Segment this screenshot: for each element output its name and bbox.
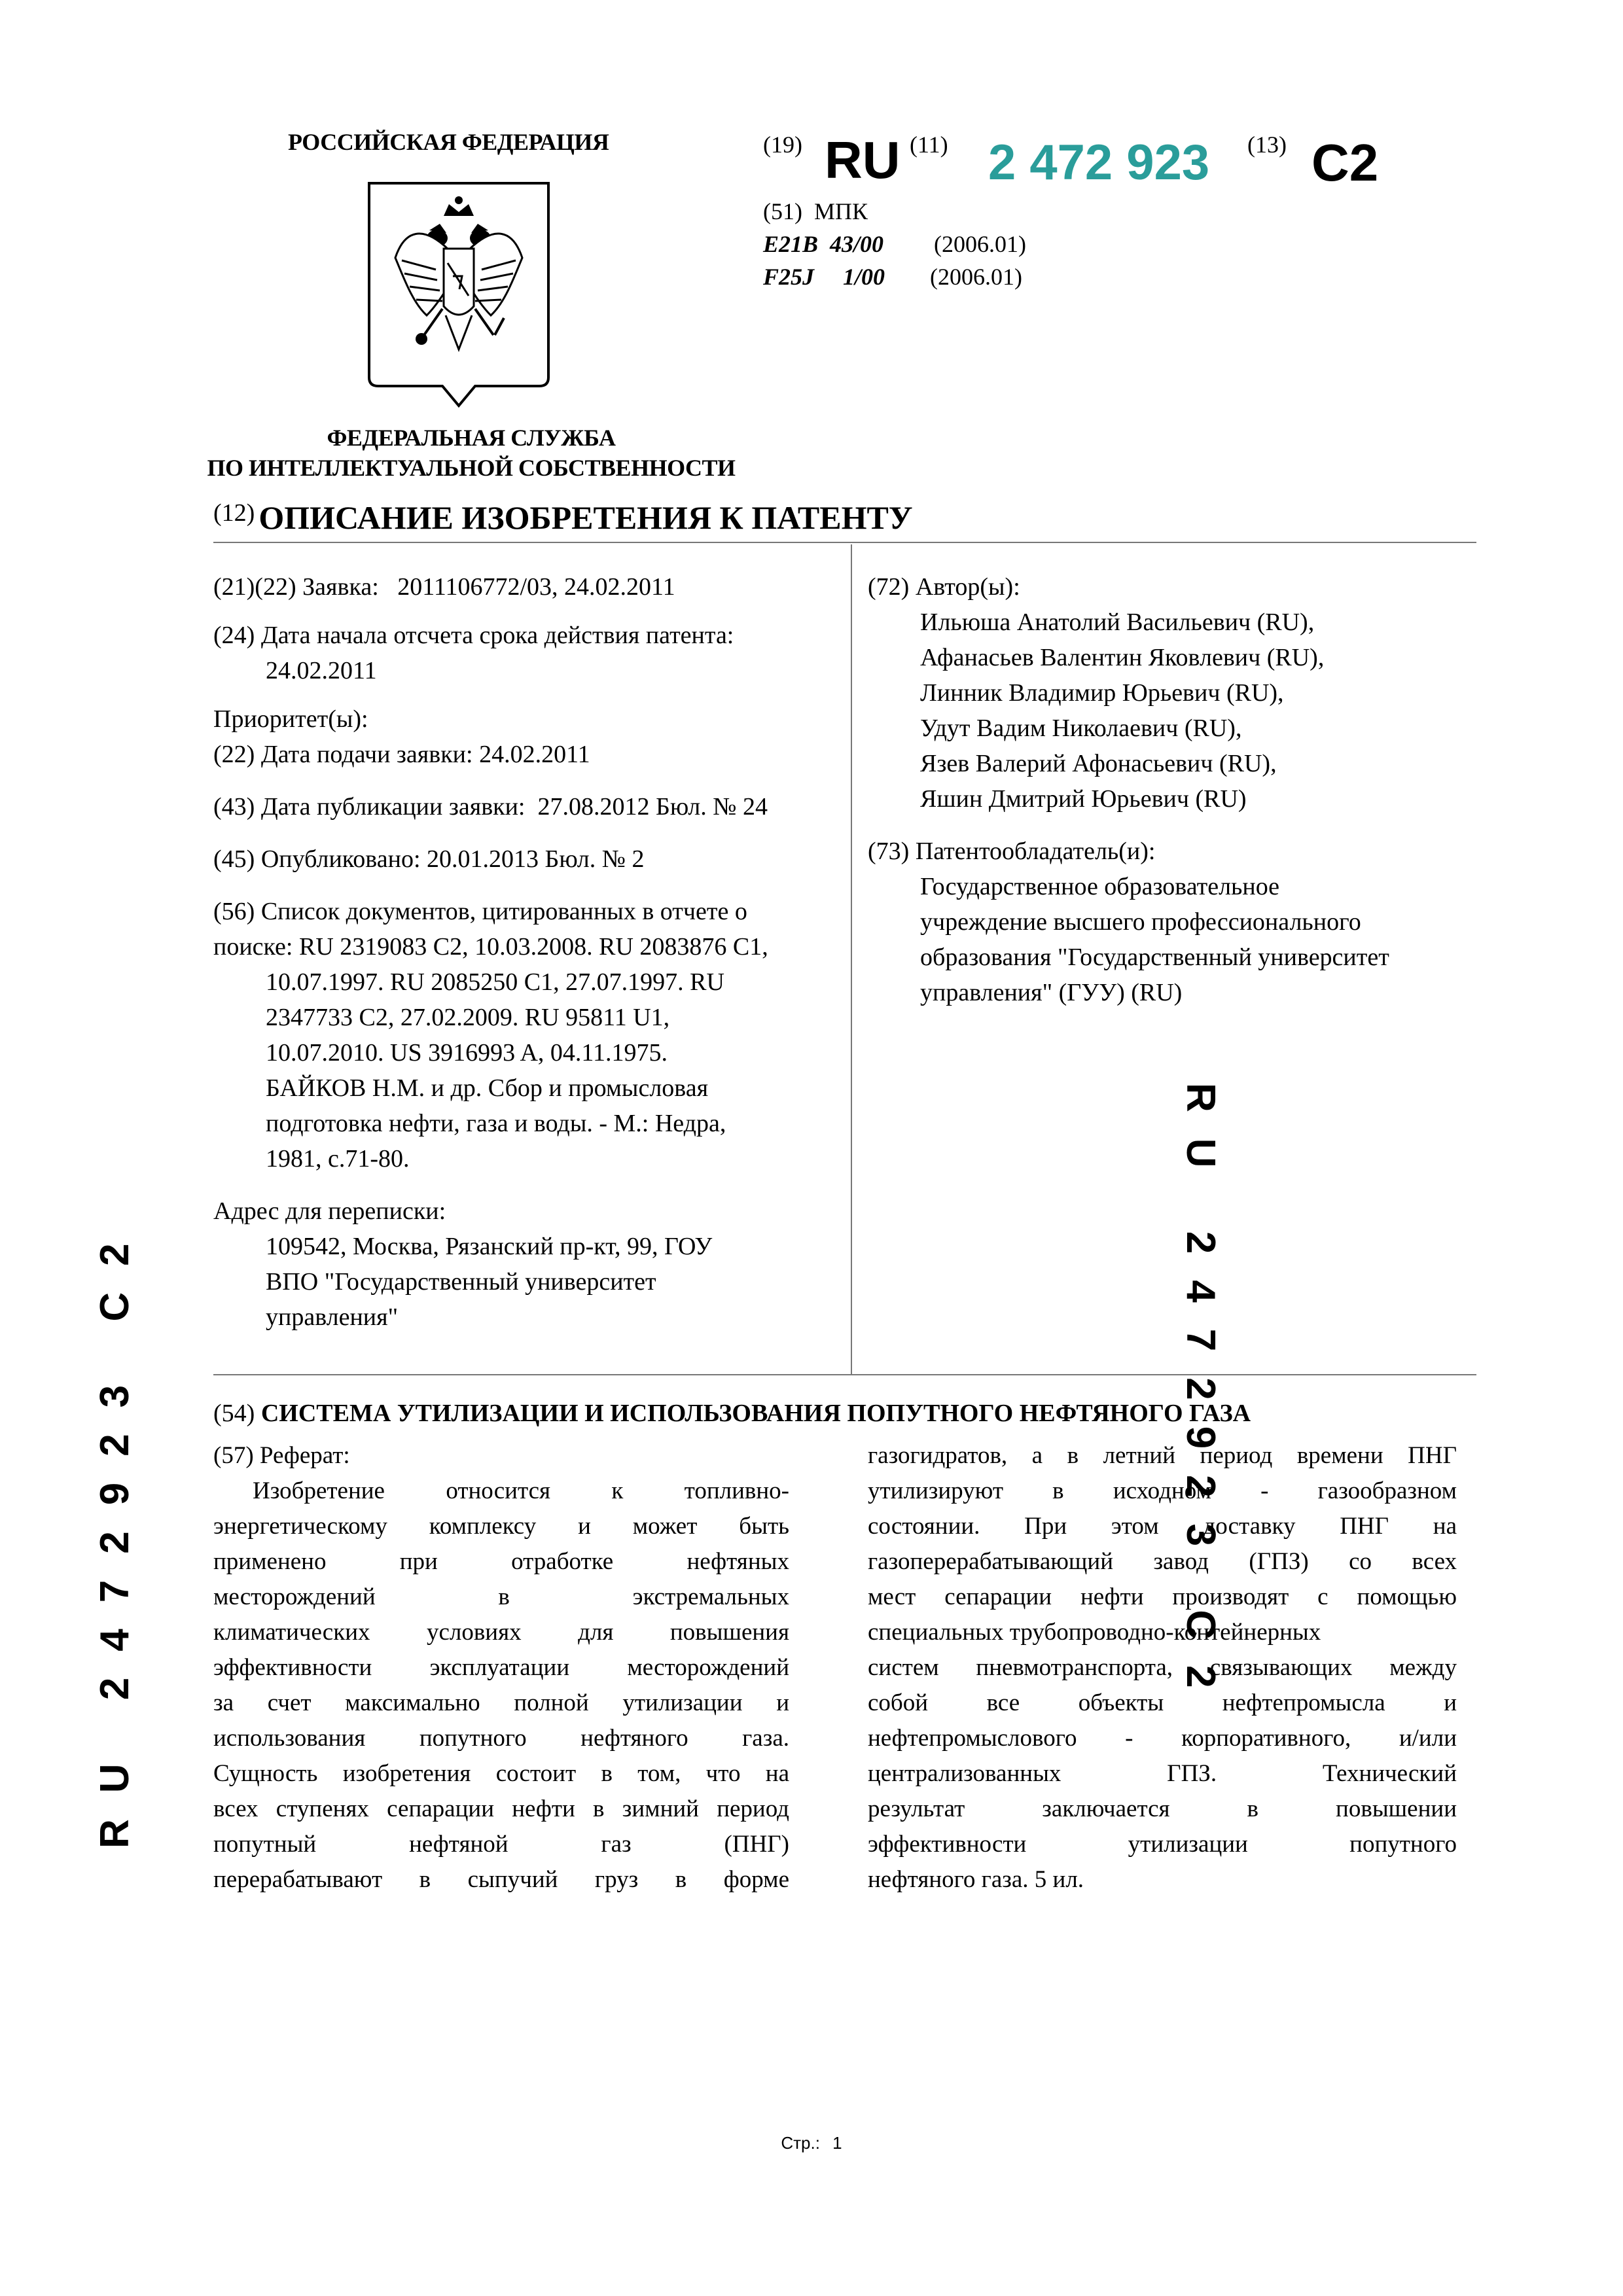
kind-code: C2 <box>1311 133 1379 192</box>
agency-line-2: ПО ИНТЕЛЛЕКТУАЛЬНОЙ СОБСТВЕННОСТИ <box>207 455 736 481</box>
country-name: РОССИЙСКАЯ ФЕДЕРАЦИЯ <box>288 129 609 155</box>
address-label: Адрес для переписки: <box>213 1197 446 1225</box>
pub-app-bulletin: Бюл. № 24 <box>656 793 768 821</box>
authors-heading <box>868 569 1476 605</box>
abstract-line: систем пневмотранспорта, связывающих между <box>868 1654 1457 1681</box>
holder-line: Государственное образовательное <box>920 873 1280 900</box>
filing-label: Дата подачи заявки: <box>260 741 473 768</box>
abstract-line: централизованных ГПЗ. Технический <box>868 1760 1457 1787</box>
document-type <box>213 499 913 537</box>
term-start-entry <box>213 618 842 688</box>
abstract-column-1 <box>213 1474 789 1898</box>
application-entry <box>213 569 842 605</box>
bibliographic-left <box>213 569 842 1335</box>
abstract-line: за счет максимально полной утилизации и <box>213 1689 789 1716</box>
filing-entry <box>213 737 842 772</box>
ipc-group: 43/00 <box>830 231 884 257</box>
abstract-line: попутный нефтяной газ (ПНГ) <box>213 1831 789 1858</box>
application-code: (21)(22) <box>213 573 296 601</box>
doc-type-title: ОПИСАНИЕ ИЗОБРЕТЕНИЯ К ПАТЕНТУ <box>259 499 913 536</box>
ipc-version: (2006.01) <box>934 231 1027 257</box>
country-code: RU <box>825 131 901 189</box>
application-publication-entry <box>213 789 842 824</box>
abstract-line: эффективности эксплуатации месторождений <box>213 1654 789 1681</box>
citation-line: 2347733 C2, 27.02.2009. RU 95811 U1, <box>266 1004 670 1031</box>
abstract-column-2 <box>868 1438 1457 1898</box>
authors-code: (72) <box>868 573 910 601</box>
header-divider <box>213 542 1476 543</box>
application-value: 2011106772/03, 24.02.2011 <box>397 573 675 601</box>
published-code: (45) <box>213 845 255 873</box>
abstract-line: нефтепромыслового - корпоративного, и/или <box>868 1725 1457 1752</box>
title-text: СИСТЕМА УТИЛИЗАЦИИ И ИСПОЛЬЗОВАНИЯ ПОПУТНОГО НЕФТЯНОГО ГАЗА <box>260 1400 1251 1427</box>
code-19: (19) <box>763 132 802 158</box>
author-name: Удут Вадим Николаевич (RU), <box>920 715 1242 742</box>
code-11: (11) <box>910 132 948 158</box>
ipc-label: МПК <box>813 198 868 224</box>
page-number: 1 <box>832 2133 842 2153</box>
author-name: Яшин Дмитрий Юрьевич (RU) <box>920 785 1247 813</box>
doc-code: (12) <box>213 499 255 527</box>
ipc-entry <box>763 228 1026 260</box>
abstract-line: Изобретение относится к топливно- <box>253 1477 789 1504</box>
citations-label: Список документов, цитированных в отчете о <box>260 898 747 925</box>
abstract-line: нефтяного газа. 5 ил. <box>868 1866 1084 1893</box>
abstract-line: собой все объекты нефтепромысла и <box>868 1689 1457 1716</box>
abstract-label-text: Реферат: <box>259 1442 350 1469</box>
title-code: (54) <box>213 1400 255 1427</box>
pub-app-code: (43) <box>213 793 255 821</box>
agency-line-1: ФЕДЕРАЛЬНАЯ СЛУЖБА <box>327 425 616 451</box>
citations-entry <box>213 894 822 1176</box>
abstract-line: энергетическому комплексу и может быть <box>213 1513 789 1540</box>
ipc-block <box>763 195 1026 293</box>
abstract-line: эффективности утилизации попутного <box>868 1831 1457 1858</box>
abstract-line: утилизируют в исходном - газообразном <box>868 1477 1457 1504</box>
address-line: управления" <box>266 1303 399 1331</box>
side-code-left: RU 2472923 C2 <box>92 1217 137 1848</box>
correspondence-address <box>213 1193 842 1335</box>
author-name: Ильюша Анатолий Васильевич (RU), <box>920 609 1315 636</box>
citation-line: 1981, с.71-80. <box>266 1145 410 1173</box>
abstract-line: Сущность изобретения состоит в том, что на <box>213 1760 789 1787</box>
citation-line: подготовка нефти, газа и воды. - М.: Недра, <box>266 1110 726 1137</box>
abstract-line: состоянии. При этом доставку ПНГ на <box>868 1513 1457 1540</box>
filing-value: 24.02.2011 <box>479 741 590 768</box>
filing-code: (22) <box>213 741 255 768</box>
bibliographic-right <box>868 569 1476 1010</box>
coat-of-arms-emblem <box>364 178 554 414</box>
abstract-line: газоперерабатывающий завод (ГПЗ) со всех <box>868 1548 1457 1575</box>
citations-code: (56) <box>213 898 255 925</box>
abstract-line: применено при отработке нефтяных <box>213 1548 789 1575</box>
page-label: Стр.: <box>781 2133 820 2153</box>
ipc-entry <box>763 260 1026 293</box>
priority-label: Приоритет(ы): <box>213 705 368 733</box>
agency-name <box>183 423 759 483</box>
published-bulletin: Бюл. № 2 <box>544 845 645 873</box>
published-entry <box>213 841 842 877</box>
abstract-line: перерабатывают в сыпучий груз в форме <box>213 1866 789 1893</box>
citation-line: 10.07.1997. RU 2085250 C1, 27.07.1997. RU <box>266 968 724 996</box>
citation-line: БАЙКОВ Н.М. и др. Сбор и промысловая <box>266 1074 709 1102</box>
pub-app-value: 27.08.2012 <box>537 793 650 821</box>
abstract-line: месторождений в экстремальных <box>213 1583 789 1610</box>
page-footer <box>720 2133 903 2153</box>
address-line: ВПО "Государственный университет <box>266 1268 656 1296</box>
column-divider <box>851 544 852 1375</box>
author-name: Язев Валерий Афонасьевич (RU), <box>920 750 1277 777</box>
citation-line: RU 2319083 C2, 10.03.2008. RU 2083876 C1, <box>298 933 768 961</box>
citations-prefix: поиске: <box>213 933 293 961</box>
abstract-line: результат заключается в повышении <box>868 1795 1457 1822</box>
invention-title <box>213 1399 1251 1428</box>
author-name: Линник Владимир Юрьевич (RU), <box>920 679 1284 707</box>
abstract-line: всех ступенях сепарации нефти в зимний период <box>213 1795 789 1822</box>
holder-label: Патентообладатель(и): <box>915 838 1156 865</box>
code-51: (51) <box>763 198 802 224</box>
application-label: Заявка: <box>302 573 379 601</box>
code-13: (13) <box>1247 132 1287 158</box>
holder-heading <box>868 834 1476 869</box>
ipc-class: E21B <box>763 231 819 257</box>
published-value: 20.01.2013 <box>427 845 539 873</box>
biblio-bottom-divider <box>213 1374 1476 1375</box>
abstract-line: мест сепарации нефти производят с помощью <box>868 1583 1457 1610</box>
term-start-label: Дата начала отсчета срока действия патента: <box>260 622 734 649</box>
ipc-class: F25J <box>763 264 815 290</box>
address-line: 109542, Москва, Рязанский пр-кт, 99, ГОУ <box>266 1233 713 1260</box>
abstract-code: (57) <box>213 1442 254 1469</box>
holder-code: (73) <box>868 838 910 865</box>
holder-line: управления" (ГУУ) (RU) <box>920 979 1183 1006</box>
pub-app-label: Дата публикации заявки: <box>260 793 526 821</box>
published-label: Опубликовано: <box>260 845 421 873</box>
abstract-line: газогидратов, а в летний период времени ПНГ <box>868 1442 1457 1469</box>
patent-number: 2 472 923 <box>988 135 1210 190</box>
holder-line: образования "Государственный университет <box>920 944 1389 971</box>
ipc-version: (2006.01) <box>930 264 1022 290</box>
abstract-line: климатических условиях для повышения <box>213 1619 789 1646</box>
abstract-line: специальных трубопроводно-контейнерных <box>868 1619 1321 1646</box>
term-start-code: (24) <box>213 622 255 649</box>
citation-line: 10.07.2010. US 3916993 A, 04.11.1975. <box>266 1039 668 1067</box>
ipc-group: 1/00 <box>843 264 885 290</box>
side-code-right: RU 2472923 C2 <box>1178 1083 1223 1714</box>
abstract-line: использования попутного нефтяного газа. <box>213 1725 789 1752</box>
abstract-label <box>213 1438 350 1474</box>
author-name: Афанасьев Валентин Яковлевич (RU), <box>920 644 1325 671</box>
authors-label: Автор(ы): <box>915 573 1020 601</box>
term-start-value: 24.02.2011 <box>266 657 377 684</box>
holder-line: учреждение высшего профессионального <box>920 908 1361 936</box>
